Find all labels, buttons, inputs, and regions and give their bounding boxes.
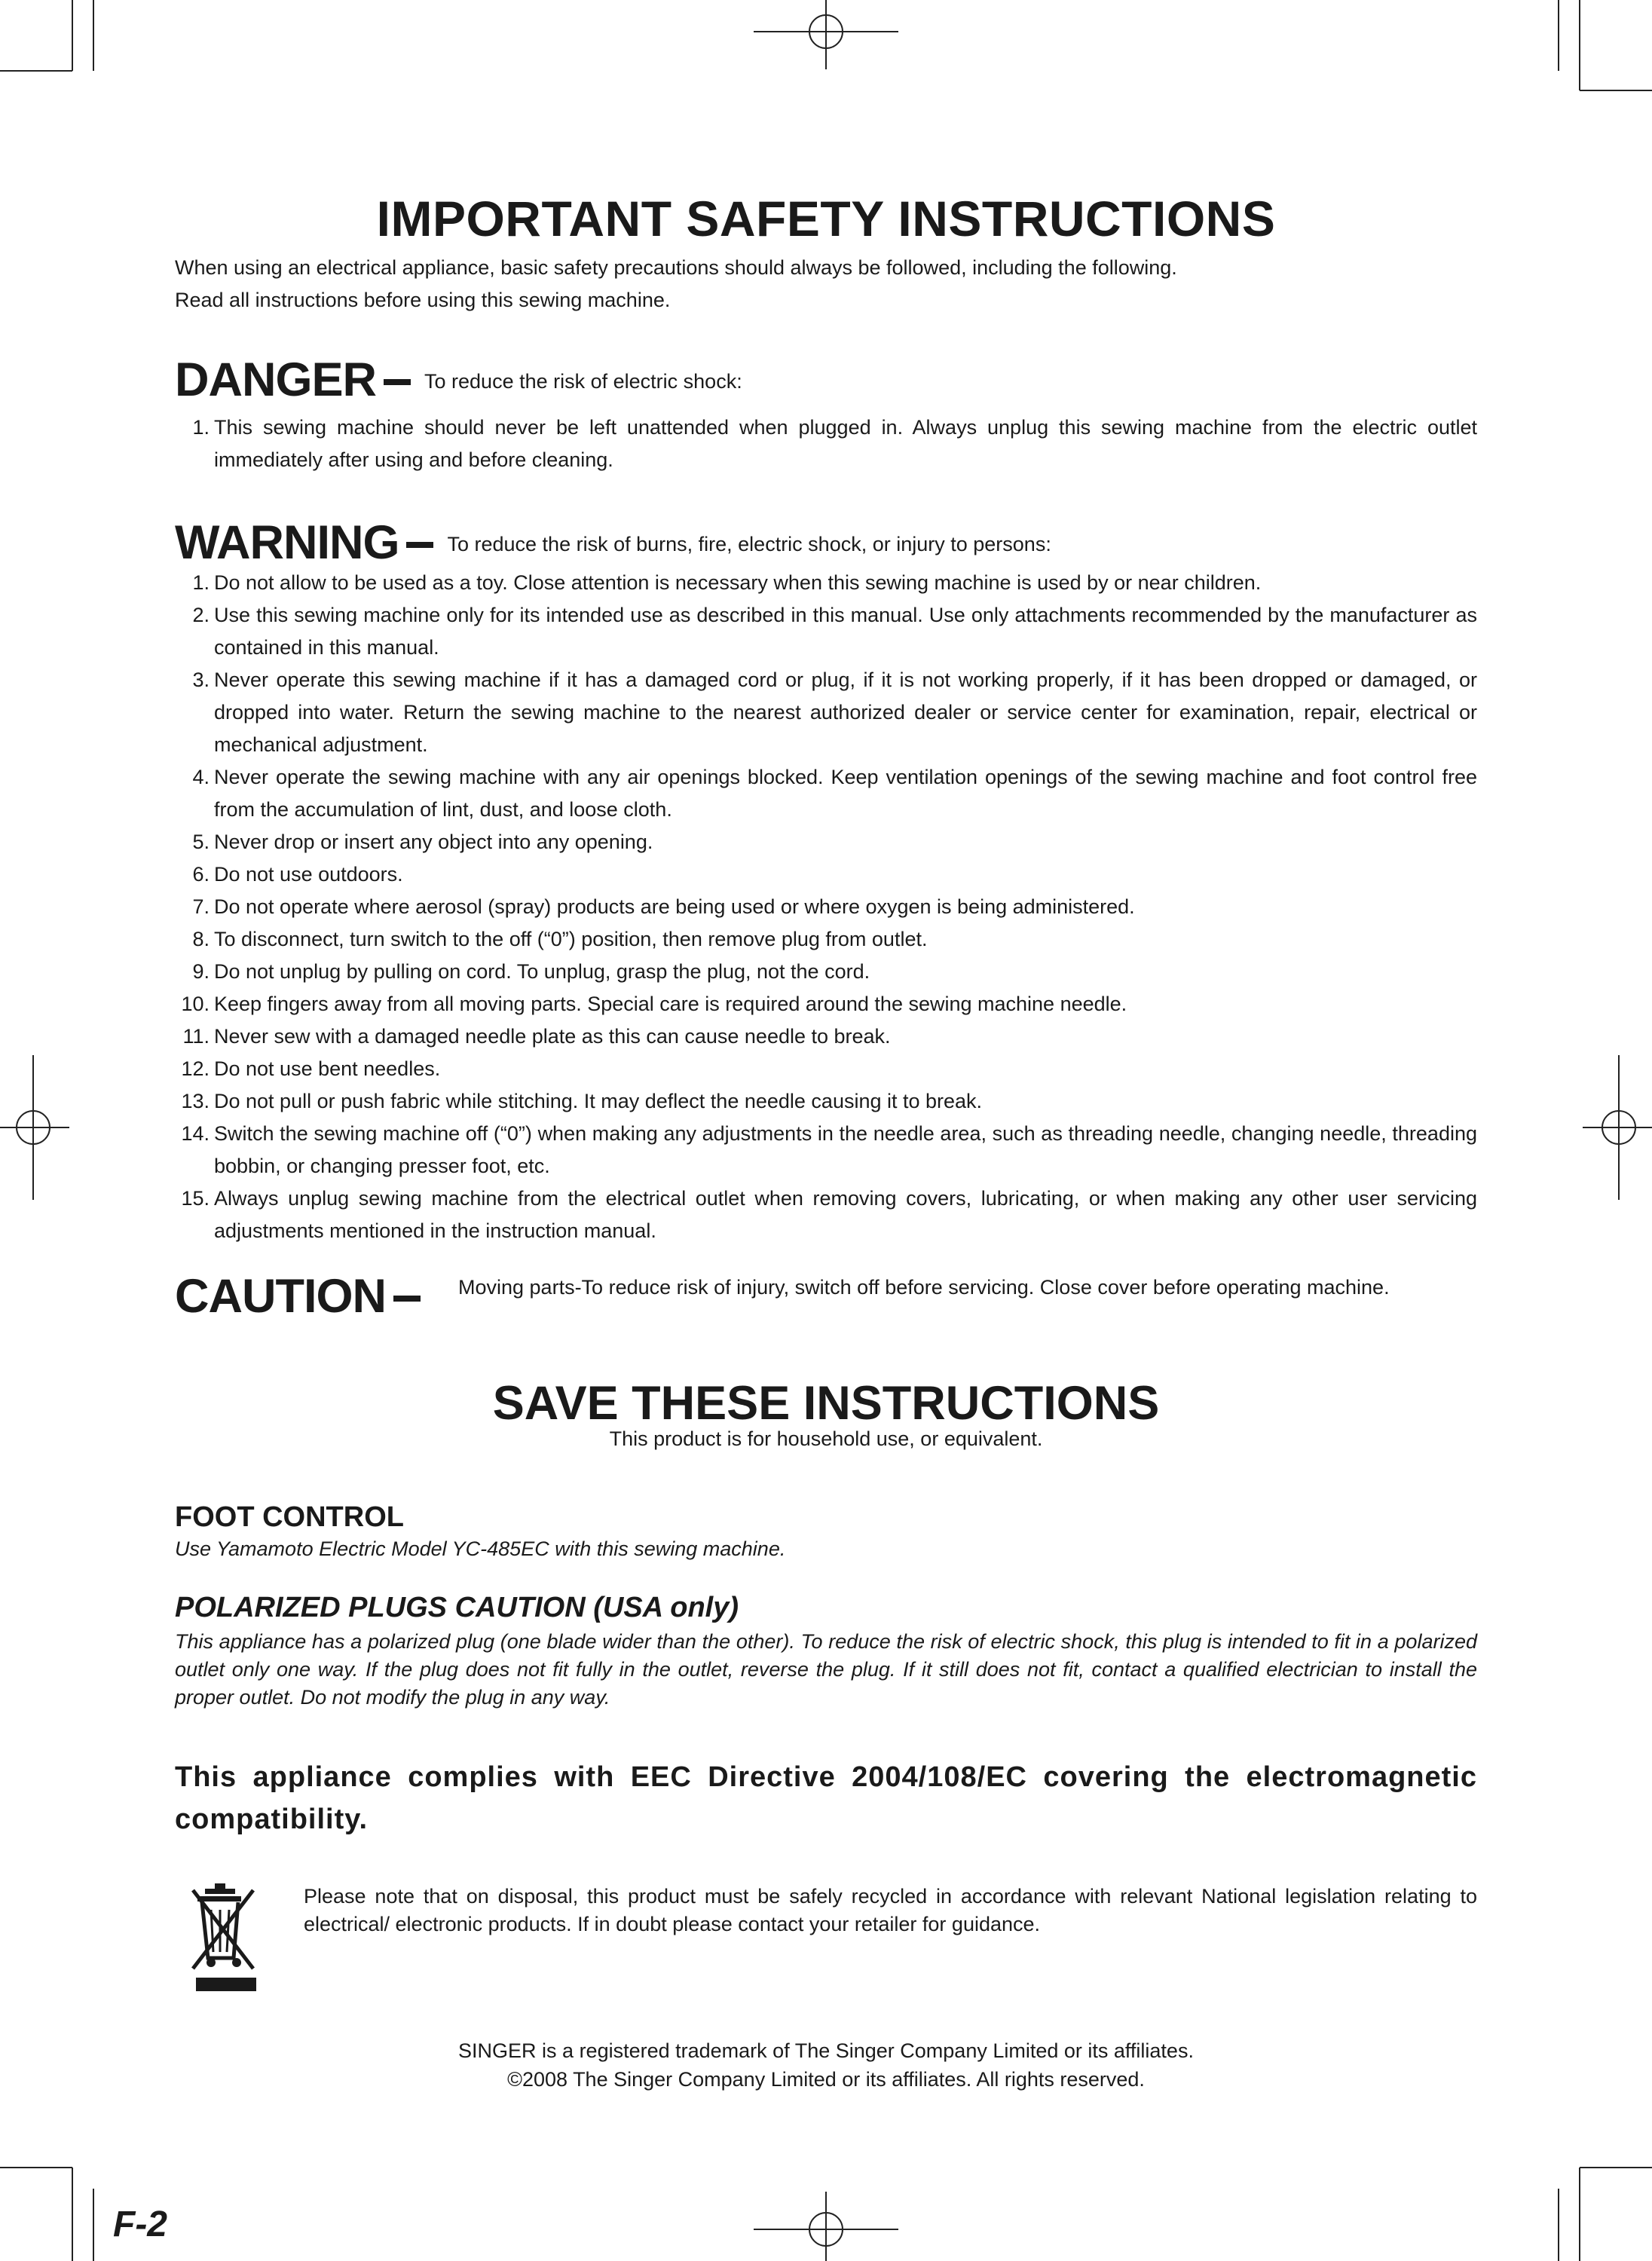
intro-text	[175, 252, 1177, 317]
danger-heading-row	[175, 353, 742, 407]
copyright-line: ©2008 The Singer Company Limited or its affiliates. All rights reserved.	[507, 2068, 1145, 2091]
polarized-plugs-text: This appliance has a polarized plug (one blade wider than the other). To reduce the risk of electric shock, this plug is intended to fit in a polarized outlet only one way. If the plug does not fit fully in the outlet, reverse the plug. If it still does not fit, contact a qualified electrician to install the proper outlet. Do not modify the plug in any way.	[175, 1630, 1477, 1709]
list-item: 9. Do not unplug by pulling on cord. To unplug, grasp the plug, not the cord.	[192, 960, 870, 983]
list-item: 3. Never operate this sewing machine if it has a damaged cord or plug, if it is not working properly, if it has been dropped or damaged, or dropped into water. Return the sewing machine to the nearest authorized dealer or service center for examination, repair, electrical or mechanical adjustment.	[192, 669, 1477, 756]
warning-heading: WARNING	[175, 516, 399, 569]
list-item: 15. Always unplug sewing machine from the electrical outlet when removing covers, lubricating, or when making any other user servicing adjustments mentioned in the instruction manual.	[181, 1187, 1477, 1242]
registration-mark-bottom	[754, 2186, 898, 2261]
crop-mark-top-right	[1554, 0, 1652, 98]
list-item: 4. Never operate the sewing machine with any air openings blocked. Keep ventilation openings of the sewing machine and foot control free from the accumulation of lint, dust, and loose cloth.	[192, 766, 1477, 821]
warning-heading-row	[175, 516, 1051, 570]
list-item: 10. Keep fingers away from all moving parts. Special care is required around the sewing machine needle.	[181, 993, 1127, 1015]
trademark-notice	[0, 2036, 1652, 2094]
save-instructions-title: SAVE THESE INSTRUCTIONS	[492, 1377, 1160, 1430]
warning-dash	[406, 542, 433, 548]
list-item: 8. To disconnect, turn switch to the off (“0”) position, then remove plug from outlet.	[192, 928, 928, 950]
save-instructions-subtitle: This product is for household use, or equivalent.	[609, 1427, 1043, 1450]
page-title: IMPORTANT SAFETY INSTRUCTIONS	[376, 191, 1276, 246]
warning-list	[175, 567, 1477, 1247]
list-item: 6. Do not use outdoors.	[192, 863, 403, 886]
warning-subtitle: To reduce the risk of burns, fire, electric shock, or injury to persons:	[447, 533, 1051, 555]
eec-compliance-statement: This appliance complies with EEC Directive 2004/108/EC covering the electromagnetic compatibility.	[175, 1761, 1477, 1835]
foot-control-heading: FOOT CONTROL	[175, 1501, 404, 1533]
registration-mark-top	[754, 0, 898, 75]
caution-text: Moving parts-To reduce risk of injury, switch off before servicing. Close cover before operating machine.	[458, 1276, 1390, 1299]
list-item: 7. Do not operate where aerosol (spray) products are being used or where oxygen is being administered.	[192, 895, 1135, 918]
caution-heading: CAUTION	[175, 1270, 386, 1323]
crop-mark-top-left	[0, 0, 98, 75]
danger-heading: DANGER	[175, 353, 377, 406]
list-item: 12. Do not use bent needles.	[181, 1057, 441, 1080]
list-item: 14. Switch the sewing machine off (“0”) when making any adjustments in the needle area, such as threading needle, changing needle, threading bobbin, or changing presser foot, etc.	[181, 1122, 1477, 1177]
registration-mark-left	[0, 1055, 75, 1200]
caution-dash	[393, 1296, 421, 1302]
page-number: F-2	[113, 2204, 167, 2244]
foot-control-text: Use Yamamoto Electric Model YC-485EC with this sewing machine.	[175, 1537, 786, 1560]
list-item: 1. Do not allow to be used as a toy. Close attention is necessary when this sewing machine is used by or near children.	[192, 571, 1262, 594]
danger-list	[175, 412, 1477, 476]
crop-mark-bottom-left	[0, 2163, 98, 2261]
list-item: 2. Use this sewing machine only for its intended use as described in this manual. Use only attachments recommended by the manufacturer as contained in this manual.	[192, 604, 1477, 659]
danger-dash	[384, 379, 411, 385]
registration-mark-right	[1577, 1055, 1652, 1200]
crossed-bin-icon	[190, 1880, 262, 1998]
list-item: 1. This sewing machine should never be left unattended when plugged in. Always unplug this sewing machine from the electric outlet immediately after using and before cleaning.	[192, 416, 1477, 471]
polarized-plugs-heading: POLARIZED PLUGS CAUTION (USA only)	[175, 1592, 739, 1623]
list-item: 11. Never sew with a damaged needle plate as this can cause needle to break.	[182, 1025, 891, 1048]
danger-subtitle: To reduce the risk of electric shock:	[424, 370, 742, 393]
caution-heading-row	[175, 1269, 434, 1323]
crop-mark-bottom-right	[1554, 2163, 1652, 2261]
list-item: 5. Never drop or insert any object into any opening.	[192, 831, 653, 853]
trademark-line-1: SINGER is a registered trademark of The Singer Company Limited or its affiliates.	[458, 2039, 1194, 2062]
list-item: 13. Do not pull or push fabric while stitching. It may deflect the needle causing it to break.	[181, 1090, 983, 1112]
intro-line-1: When using an electrical appliance, basic safety precautions should always be followed, including the following.	[175, 256, 1177, 279]
disposal-text: Please note that on disposal, this product must be safely recycled in accordance with relevant National legislation relating to electrical/ electronic products. If in doubt please contact your retailer for guidance.	[304, 1885, 1477, 1935]
intro-line-2: Read all instructions before using this sewing machine.	[175, 289, 671, 311]
